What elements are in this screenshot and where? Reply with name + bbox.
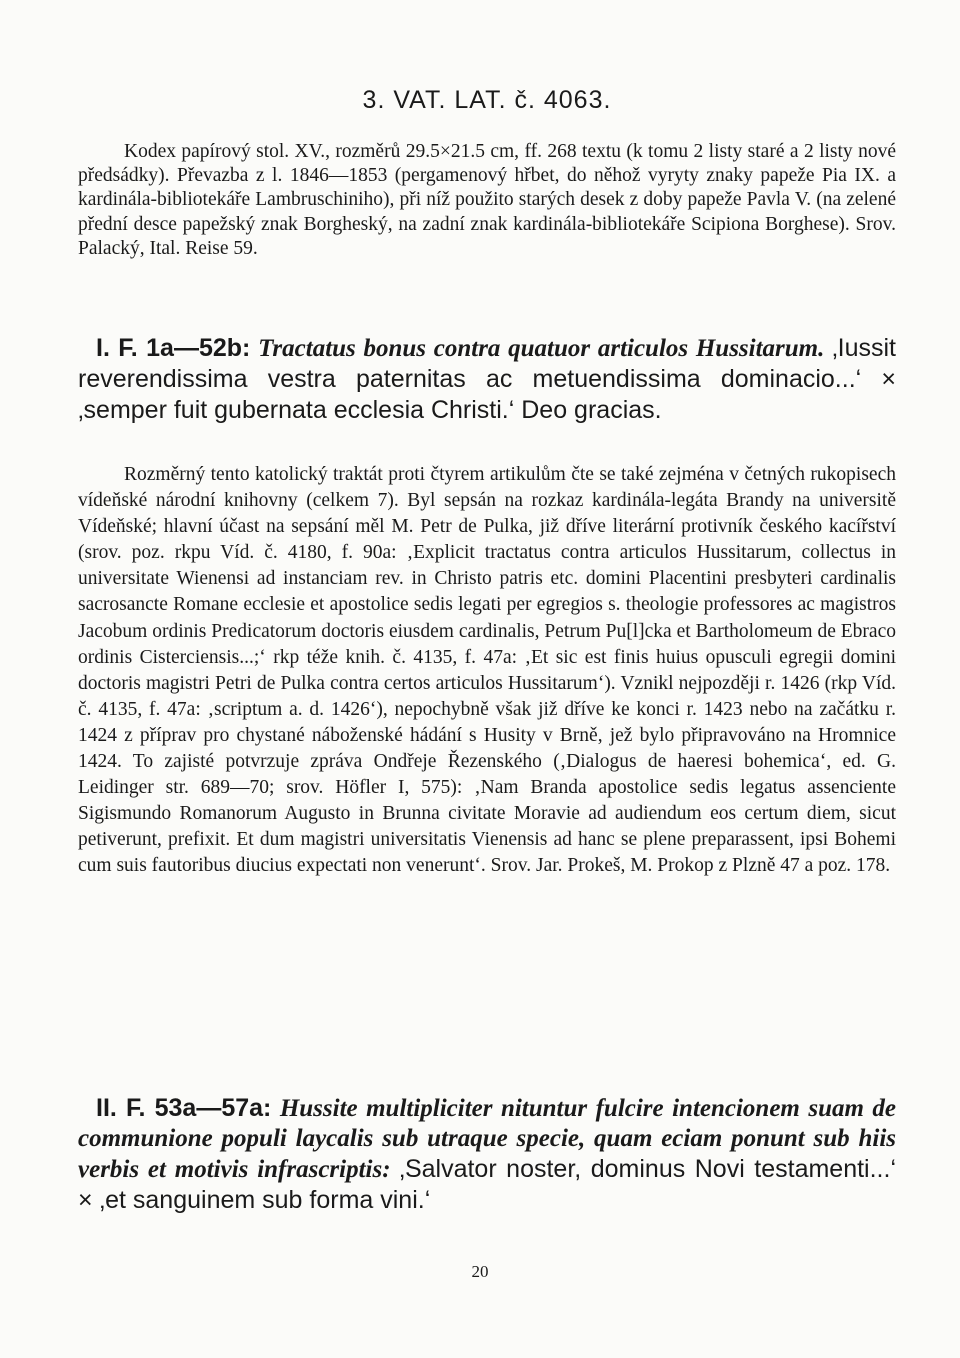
section-2	[78, 1093, 896, 1216]
section-1	[78, 333, 896, 426]
section-2-title: Hussite multipliciter nituntur fulcire intencionem suam de communione populi laycalis sub utraque specie, quam eciam ponunt sub hiis verbis et motivis infrascriptis:	[78, 1095, 896, 1183]
section-1-title: Tractatus bonus contra quatuor articulos Hussitarum.	[258, 335, 825, 362]
section-2-incipit: ‚Salvator noster, dominus Novi testamenti...‘ × ‚et sanguinem sub forma vini.‘	[78, 1155, 896, 1214]
codex-description: Kodex papírový stol. XV., rozměrů 29.5×21.5 cm, ff. 268 textu (k tomu 2 listy staré a 2 listy nové předsádky). Převazba z l. 1846—1853 (pergamenový hřbet, do něhož vyryty znaky papeže Pia IX. a kardinála-bibliotekáře Lambruschiniho), při níž použito starých desek z doby papeže Pavla V. (na zelené přední desce papežský znak Borgheský, na zadní znak kardinála-bibliotekáře Scipiona Borghese). Srov. Palacký, Ital. Reise 59.	[78, 141, 896, 259]
manuscript-heading: 3. VAT. LAT. č. 4063.	[362, 86, 612, 114]
section-1-commentary: Rozměrný tento katolický traktát proti čtyrem artikulům čte se také zejména v četných rukopisech vídeňské národní knihovny (celkem 7). Byl sepsán na rozkaz kardinála-legáta Brandy na universitě Vídeňské; hlavní účast na sepsání měl M. Petr de Pulka, již dříve literární protivník českého kacířství (srov. poz. rkpu Víd. č. 4180, f. 90a: ‚Explicit tractatus contra articulos Hussitarum, collectus in universitate Wienensi ad instanciam rev. in Christo patris etc. domini Placentini presbyteri cardinalis sacrosancte Romane ecclesie et apostolice sedis legati per egregios s. theologie professores ac magistros Jacobum ordinis Predicatorum doctoris eiusdem cardinalis, Petrum Pu[l]cka et Bartholomeum de Ebraco ordinis Cisterciensis...;‘ rkp téže knih. č. 4135, f. 47a: ‚Et sic est finis huius opusculi egregii domini doctoris magistri Petri de Pulka contra certos articulos Hussitarum‘). Vznikl nejpozději r. 1426 (rkp Víd. č. 4135, f. 47a: ‚scriptum a. d. 1426‘), nepochybně však již dříve ke konci r. 1423 nebo na začátku r. 1424 z příprav pro chystané náboženské hádání s Husity v Brně, jež bylo připravováno na Hromnice 1424. To zajisté potvrzuje zpráva Ondřeje Řezenského (‚Dialogus de haeresi bohemica‘, ed. G. Leidinger str. 689—70; srov. Höfler I, 575): ‚Nam Branda apostolice sedis legatus assenciente Sigismundo Romanorum Augusto in Brunna civitate Moravie ad audiendum eos certum diem, sicut petiverunt, prefixit. Et dum magistri universitatis Vienensis ad hanc se plene preparassent, ipsi Bohemi cum suis fautoribus diucius expectati non venerunt‘. Srov. Jar. Prokeš, M. Prokop z Plzně 47 a poz. 178.	[78, 464, 896, 877]
page-number: 20	[471, 1262, 489, 1281]
section-1-incipit: ‚Iussit reverendissima vestra paternitas ac metuendissima dominacio...‘ × ‚semper fuit gubernata ecclesia Christi.‘ Deo gracias.	[78, 334, 896, 424]
section-1-label: I. F. 1a—52b:	[96, 334, 251, 362]
section-2-label: II. F. 53a—57a:	[96, 1094, 272, 1122]
